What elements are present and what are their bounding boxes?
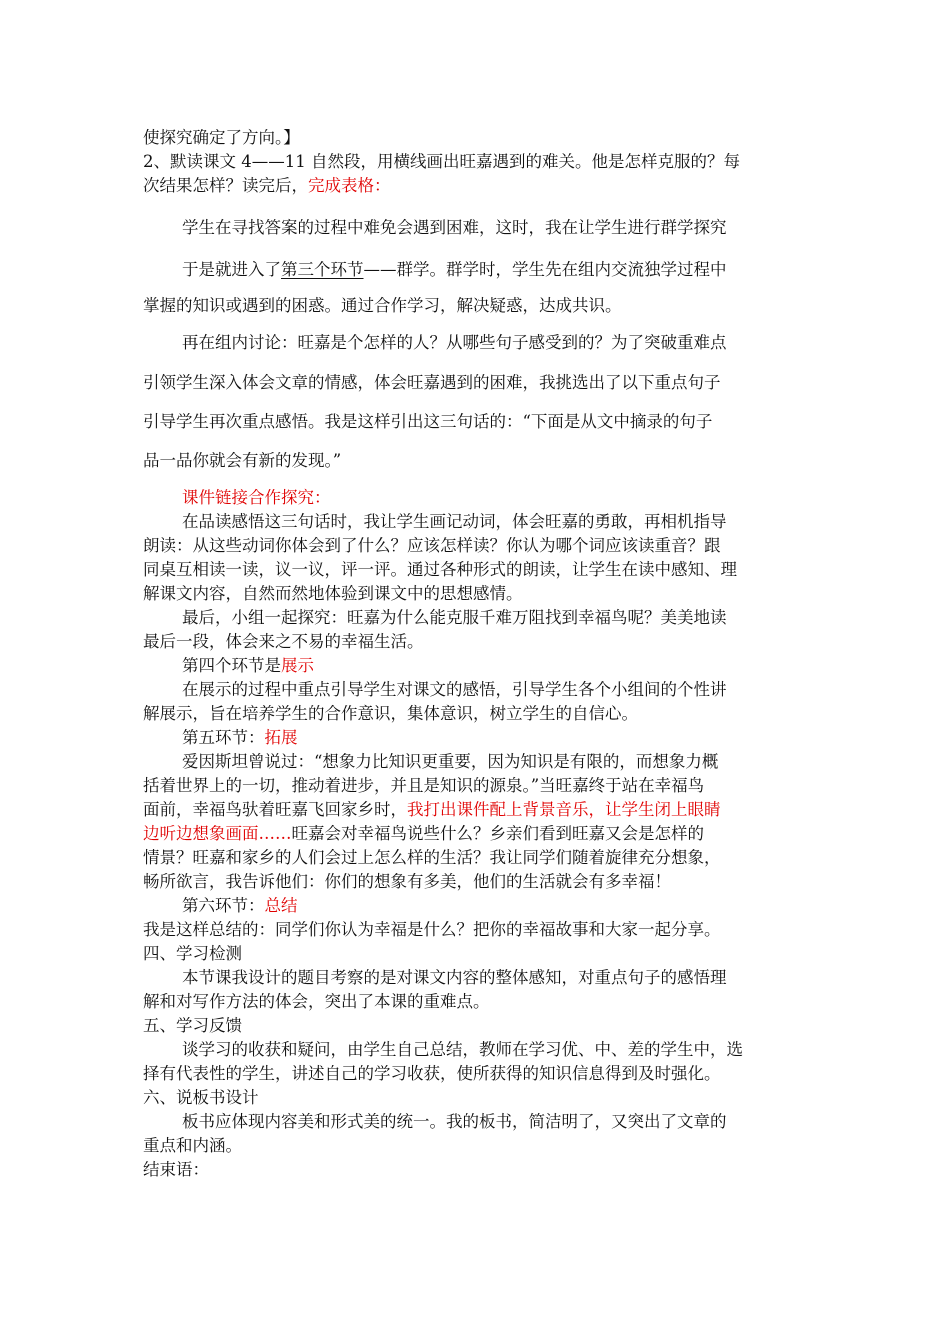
- highlight-text: 拓展: [264, 728, 298, 747]
- text-line: 括着世界上的一切，推动着进步，并且是知识的源泉。”当旺嘉终于站在幸福鸟: [143, 776, 705, 795]
- underlined-text: 第三个环节: [281, 260, 364, 279]
- text-line: 解和对写作方法的体会，突出了本课的重难点。: [143, 992, 490, 1011]
- section-heading: 五、学习反馈: [143, 1016, 242, 1035]
- highlight-text: 展示: [281, 656, 314, 675]
- text-line: 同桌互相读一读，议一议，评一评。通过各种形式的朗读，让学生在读中感知、理: [143, 560, 737, 579]
- text-line: 在品读感悟这三句话时，我让学生画记动词，体会旺嘉的勇敢，再相机指导: [182, 512, 727, 531]
- highlight-text: 我打出课件配上背景音乐，让学生闭上眼睛: [407, 800, 721, 819]
- text-line: 使探究确定了方向。】: [143, 128, 300, 147]
- text-line: 引领学生深入体会文章的情感，体会旺嘉遇到的困难，我挑选出了以下重点句子: [143, 373, 721, 392]
- text-line: 我是这样总结的：同学们你认为幸福是什么？把你的幸福故事和大家一起分享。: [143, 920, 721, 939]
- text-line: 谈学习的收获和疑问，由学生自己总结，教师在学习优、中、差的学生中，选: [182, 1040, 743, 1059]
- text-line: 次结果怎样？读完后，完成表格：: [143, 176, 391, 195]
- text-line: 板书应体现内容美和形式美的统一。我的板书，简洁明了，又突出了文章的: [182, 1112, 727, 1131]
- text-line: 重点和内涵。: [143, 1136, 242, 1155]
- highlight-text: 边听边想象画面……: [143, 824, 292, 843]
- text-line: 面前，幸福鸟驮着旺嘉飞回家乡时，我打出课件配上背景音乐，让学生闭上眼睛: [143, 800, 721, 819]
- text-line: 择有代表性的学生，讲述自己的学习收获，使所获得的知识信息得到及时强化。: [143, 1064, 721, 1083]
- text-line: 品一品你就会有新的发现。”: [143, 451, 342, 470]
- text-line: 于是就进入了第三个环节——群学。群学时，学生先在组内交流独学过程中: [182, 260, 727, 279]
- text-line: 再在组内讨论：旺嘉是个怎样的人？从哪些句子感受到的？为了突破重难点: [182, 333, 727, 352]
- text-line: 边听边想象画面……旺嘉会对幸福鸟说些什么？乡亲们看到旺嘉又会是怎样的: [143, 824, 704, 843]
- text-line: 第五环节：拓展: [182, 728, 298, 747]
- text-line: 最后，小组一起探究：旺嘉为什么能克服千难万阻找到幸福鸟呢？美美地读: [182, 608, 727, 627]
- text-line: 掌握的知识或遇到的困惑。通过合作学习，解决疑惑，达成共识。: [143, 296, 622, 315]
- highlight-text: 总结: [264, 896, 298, 915]
- text-line: 学生在寻找答案的过程中难免会遇到困难，这时，我在让学生进行群学探究: [182, 218, 727, 237]
- text-line: 朗读：从这些动词你体会到了什么？应该怎样读？你认为哪个词应该读重音？跟: [143, 536, 721, 555]
- text-line: 解展示，旨在培养学生的合作意识，集体意识，树立学生的自信心。: [143, 704, 638, 723]
- section-heading: 四、学习检测: [143, 944, 242, 963]
- text-line: 第六环节：总结: [182, 896, 298, 915]
- text-line: 爱因斯坦曾说过：“想象力比知识更重要，因为知识是有限的，而想象力概: [182, 752, 719, 771]
- text-line: 畅所欲言，我告诉他们：你们的想象有多美，他们的生活就会有多幸福！: [143, 872, 671, 891]
- text-line: 解课文内容，自然而然地体验到课文中的思想感情。: [143, 584, 523, 603]
- section-heading: 六、说板书设计: [143, 1088, 259, 1107]
- text-line: 结束语：: [143, 1160, 209, 1179]
- text-line: 引导学生再次重点感悟。我是这样引出这三句话的：“下面是从文中摘录的句子: [143, 412, 713, 431]
- text-line: 情景？旺嘉和家乡的人们会过上怎么样的生活？我让同学们随着旋律充分想象，: [143, 848, 721, 867]
- text-line: 课件链接合作探究：: [182, 488, 331, 507]
- text-line: 本节课我设计的题目考察的是对课文内容的整体感知，对重点句子的感悟理: [182, 968, 727, 987]
- text-line: 2、默读课文 4——11 自然段，用横线画出旺嘉遇到的难关。他是怎样克服的？每: [143, 152, 740, 171]
- text-line: 在展示的过程中重点引导学生对课文的感悟，引导学生各个小组间的个性讲: [182, 680, 727, 699]
- highlight-text: 完成表格：: [308, 176, 391, 195]
- text-line: 最后一段，体会来之不易的幸福生活。: [143, 632, 424, 651]
- text-line: 第四个环节是展示: [182, 656, 314, 675]
